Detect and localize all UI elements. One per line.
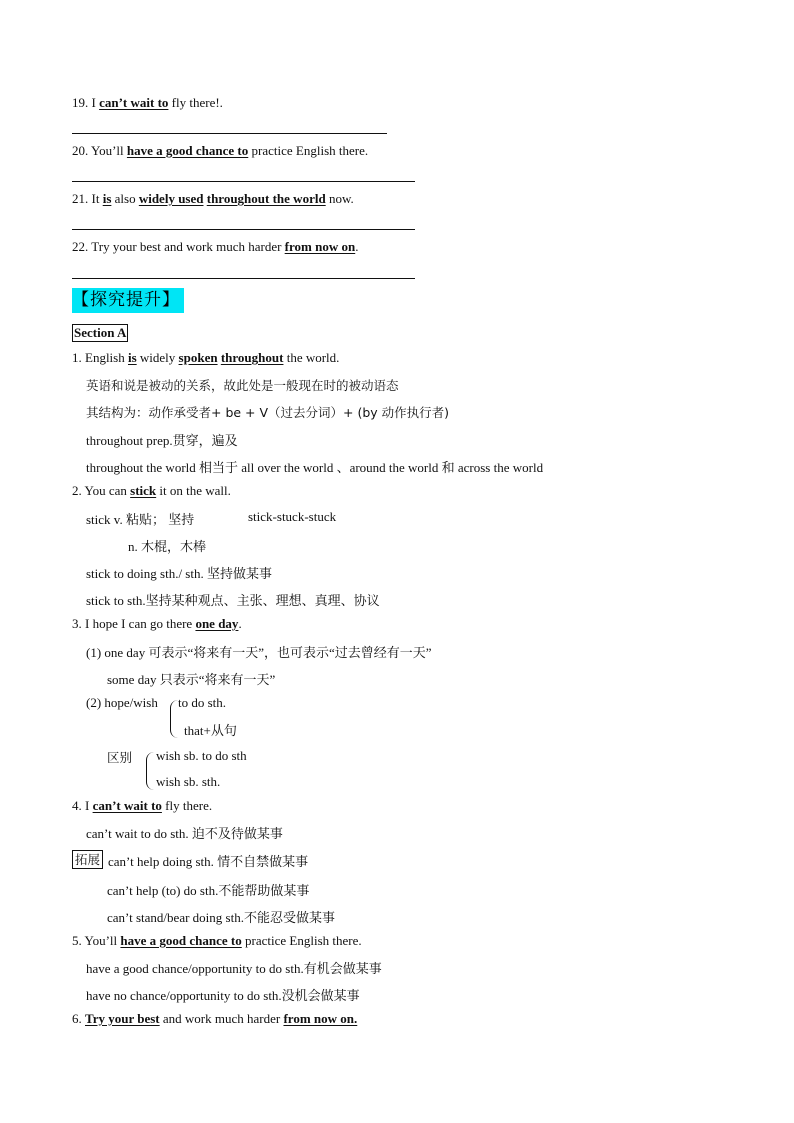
key-phrase: from now on.: [283, 1011, 358, 1026]
note-text: some day 只表示“将来有一天”: [107, 672, 276, 687]
note-text: can’t wait to do sth. 迫不及待做某事: [86, 826, 283, 841]
key-phrase: widely used: [138, 191, 204, 206]
key-phrase: Try your best: [85, 1011, 160, 1026]
note-text: wish sb. sth.: [156, 774, 221, 789]
note-text: wish sb. to do sth: [156, 748, 247, 763]
note-5-title: 5. You’ll have a good chance to practice English there.: [72, 933, 362, 948]
key-word: spoken: [178, 350, 218, 365]
answer-line[interactable]: [72, 181, 415, 182]
extension-label: 拓展: [72, 850, 103, 869]
note-text: throughout prep.贯穿，遍及: [86, 433, 238, 448]
key-word: throughout: [220, 350, 284, 365]
answer-line[interactable]: [72, 229, 415, 230]
exercise-22: 22. Try your best and work much harder from now on.: [72, 239, 359, 254]
note-text: can’t help doing sth. 情不自禁做某事: [108, 854, 309, 869]
note-text: stick-stuck-stuck: [248, 509, 337, 524]
note-text: have a good chance/opportunity to do sth.有机会做某事: [86, 961, 382, 976]
key-phrase: have a good chance to: [126, 143, 249, 158]
note-1-title: 1. English is widely spoken throughout the world.: [72, 350, 340, 365]
note-text: 区别: [107, 750, 133, 765]
note-text: stick v. 粘贴； 坚持: [86, 512, 195, 527]
note-text: have no chance/opportunity to do sth.没机会做某事: [86, 988, 360, 1003]
note-text: that+从句: [184, 723, 237, 738]
note-text: n. 木棍，木棒: [128, 539, 207, 554]
note-text: can’t help (to) do sth.不能帮助做某事: [107, 883, 310, 898]
note-text: 英语和说是被动的关系，故此处是一般现在时的被动语态: [86, 378, 399, 393]
key-phrase: throughout the world: [206, 191, 326, 206]
answer-line[interactable]: [72, 133, 387, 134]
note-text: throughout the world 相当于 all over the world 、around the world 和 across the world: [86, 460, 544, 475]
note-text: (1) one day 可表示“将来有一天”，也可表示“过去曾经有一天”: [86, 645, 432, 660]
note-text: can’t stand/bear doing sth.不能忍受做某事: [107, 910, 335, 925]
key-phrase: have a good chance to: [120, 933, 242, 948]
note-text: stick to doing sth./ sth. 坚持做某事: [86, 566, 272, 581]
key-word: is: [127, 350, 137, 365]
answer-line[interactable]: [72, 278, 415, 279]
key-word: stick: [130, 483, 157, 498]
note-text: to do sth.: [178, 695, 227, 710]
exercise-19: 19. I can’t wait to fly there!.: [72, 95, 223, 110]
note-2-title: 2. You can stick it on the wall.: [72, 483, 231, 498]
key-phrase: can’t wait to: [99, 95, 169, 110]
note-text: 其结构为：动作承受者+ be + V（过去分词）+ (by 动作执行者): [86, 405, 450, 420]
note-6-title: 6. Try your best and work much harder from now on.: [72, 1011, 358, 1026]
key-word: is: [102, 191, 112, 206]
key-phrase: can’t wait to: [92, 798, 162, 813]
note-text: stick to sth.坚持某种观点、主张、理想、真理、协议: [86, 593, 380, 608]
note-3-title: 3. I hope I can go there one day.: [72, 616, 242, 631]
note-text: (2) hope/wish: [86, 695, 158, 710]
exercise-20: 20. You’ll have a good chance to practice English there.: [72, 143, 369, 158]
note-4-title: 4. I can’t wait to fly there.: [72, 798, 213, 813]
section-heading: 【探究提升】: [72, 288, 184, 313]
section-label: Section A: [74, 325, 127, 340]
exercise-21: 21. It is also widely used throughout the world now.: [72, 191, 354, 206]
key-phrase: one day: [195, 616, 239, 631]
key-phrase: from now on: [284, 239, 356, 254]
